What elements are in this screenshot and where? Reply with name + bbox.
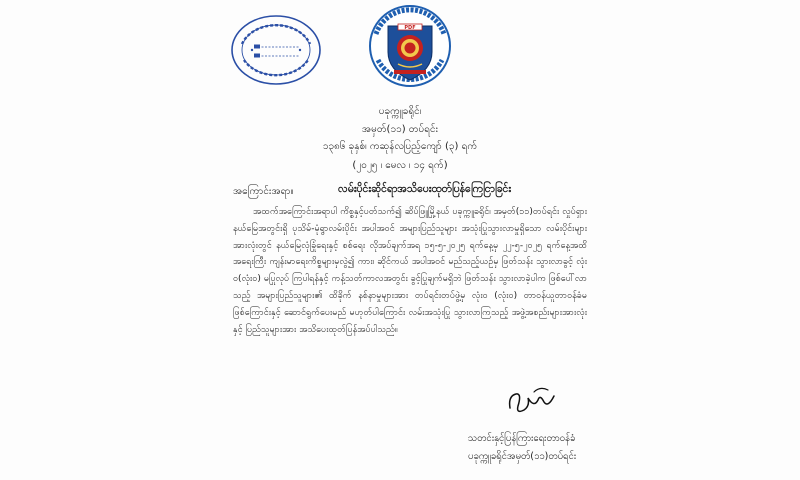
svg-text:PDF: PDF [404,25,416,31]
letter-body [233,204,587,338]
organization-logo [368,4,452,88]
subject-label: အကြောင်းအရာ။ [233,186,294,197]
header-reference-date: (၂၀၂၅ ၊ မေလ ၊ ၁၄ ရက်) [352,160,448,171]
handwritten-signature [504,380,560,420]
signatory-unit: ပခုက္ကူခရိုင်အမှတ်(၁၁)တပ်ရင်း [468,451,577,462]
body-paragraph: အထက်အကြောင်းအရာပါ ကိစ္စနှင့်ပတ်သက်၍ ဆိပ်ဖြူမြို့နယ် ပခုက္ကူခရိုင်၊ အမှတ်(၁၁)တပ်ရင်း လှုပ်ရှားနယ်မြေအတွင်းရှိ ပုသိမ်-မုံရွာလမ်းပိုင်း အပါအဝင် အများပြည်သူများ အသုံးပြုသွားလာမှုရှိသော လမ်းပိုင်းများအားလုံးတွင် နယ်မြေလုံခြုံရေးနှင့် စစ်ရေး လိုအပ်ချက်အရ ၁၅-၅-၂၀၂၅ ရက်နေ့မှ ၂၂-၅-၂၀၂၅ ရက်နေ့အထိ အရေးကြီး ကျန်းမာရေးကိစ္စများမှလွဲ၍ ကား၊ ဆိုင်ကယ် အပါအဝင် မည်သည့်ယဉ်မှ ဖြတ်သန်း သွားလာခွင့် လုံးဝ(လုံးဝ) မပြုလုပ် ကြပါရန်နှင့် ကန့်သတ်ကာလအတွင်း ခွင့်ပြုချက်မရှိဘဲ ဖြတ်သန်း သွားလာခဲ့ပါက ဖြစ်ပေါ်လာသည့် အများပြည်သူများ၏ ထိခိုက် နစ်နာမှုများအား တပ်ရင်းတပ်ဖွဲ့မှ လုံးဝ (လုံးဝ) တာဝန်ယူတာဝန်ခံမဖြစ်ကြောင်းနှင့် ဆောင်ရွက်ပေးမည် မဟုတ်ပါကြောင်း လမ်းအသုံးပြု သွားလာကြသည့် အဖွဲ့အစည်းများအားလုံးနှင့် ပြည်သူများအား အသိပေးထုတ်ပြန်အပ်ပါသည်။ [233,207,587,335]
subject-title: လမ်းပိုင်းဆိုင်ရာအသိပေးထုတ်ပြန်ကြေငြာခြင်း [338,183,512,195]
header-organization: ပခုက္ကူခရိုင်၊ [378,106,422,117]
header-date: ၁၃၈၆ ခုနှစ်၊ ကဆုန်လပြည့်ကျော် (၃) ရက် [322,141,478,152]
header-unit: အမှတ်(၁၁) တပ်ရင်း [361,124,439,135]
office-seal [230,14,322,86]
signatory-title: သတင်းနှင့်ပြန်ကြားရေးတာဝန်ခံ [468,433,576,444]
